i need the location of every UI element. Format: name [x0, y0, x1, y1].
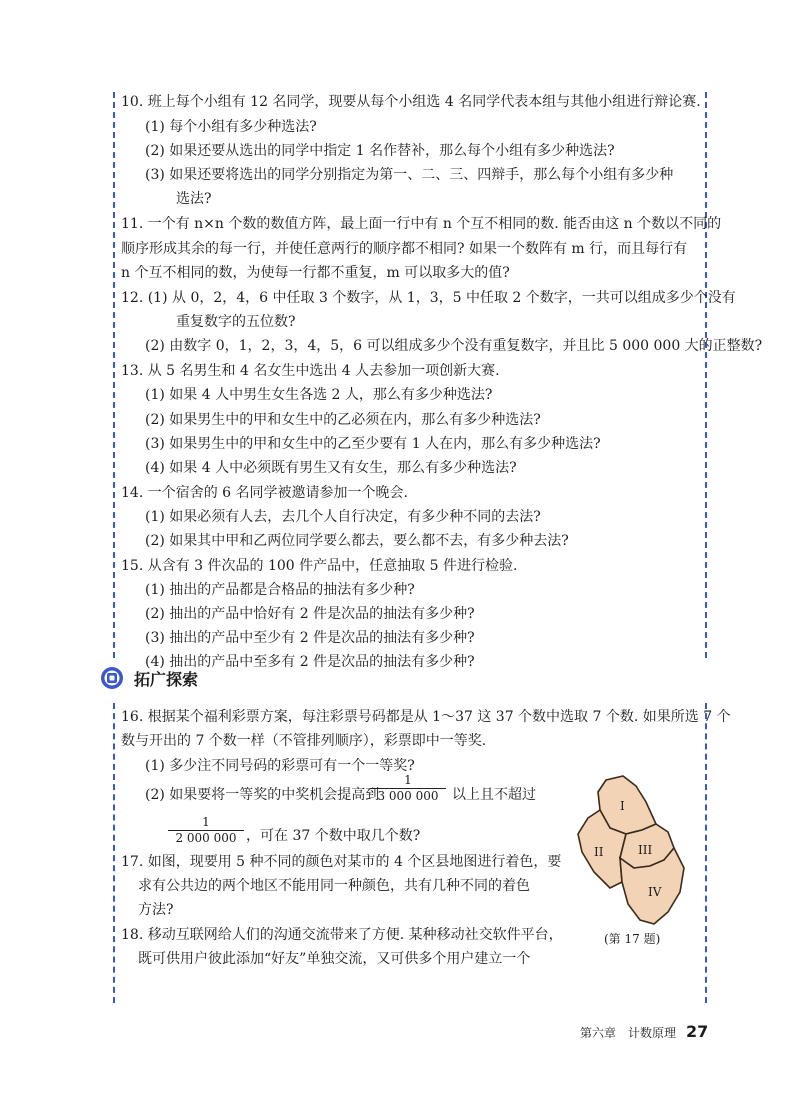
question-13-part-4: (4) 如果 4 人中必须既有男生又有女生，那么有多少种选法?: [145, 460, 517, 476]
question-14-part-1: (1) 如果必须有人去，去几个人自行决定，有多少种不同的去法?: [145, 509, 541, 525]
question-16-line-1: 16. 根据某个福利彩票方案，每注彩票号码都是从 1～37 这 37 个数中选取 7 个数. 如果所选 7 个: [121, 709, 731, 725]
question-10-part-2: (2) 如果还要从选出的同学中指定 1 名作替补，那么每个小组有多少种选法?: [145, 143, 615, 159]
question-12-line-3: (2) 由数字 0，1，2，3，4，5，6 可以组成多少个没有重复数字，并且比 5 000 000 大的正整数?: [145, 338, 763, 354]
question-16-part-1: (1) 多少注不同号码的彩票可有一个一等奖?: [145, 758, 415, 774]
section-header: [100, 664, 198, 692]
question-15-part-1: (1) 抽出的产品都是合格品的抽法有多少种?: [145, 582, 415, 598]
question-13-stem: 13. 从 5 名男生和 4 名女生中选出 4 人去参加一项创新大赛.: [121, 363, 500, 379]
question-11-line-3: n 个互不相同的数，为使每一行都不重复，m 可以取多大的值?: [121, 265, 510, 281]
question-16-part-2-b: 以上且不超过: [452, 787, 536, 803]
question-10-part-3: (3) 如果还要将选出的同学分别指定为第一、二、三、四辩手，那么每个小组有多少种: [145, 167, 674, 183]
question-15-part-2: (2) 抽出的产品中恰好有 2 件是次品的抽法有多少种?: [145, 606, 475, 622]
page-footer: [580, 1022, 708, 1041]
question-16-part-2-c: ，可在 37 个数中取几个数?: [246, 828, 421, 844]
fraction-2-numerator: 1: [202, 815, 210, 829]
district-map-figure: [568, 772, 692, 932]
question-12-line-2: 重复数字的五位数?: [176, 314, 296, 330]
question-14-stem: 14. 一个宿舍的 6 名同学被邀请参加一个晚会.: [121, 485, 408, 501]
footer-chapter-title: 计数原理: [628, 1026, 677, 1040]
question-13-part-2: (2) 如果男生中的甲和女生中的乙必须在内，那么有多少种选法?: [145, 412, 541, 428]
question-12-line-1: 12. (1) 从 0，2，4，6 中任取 3 个数字，从 1，3，5 中任取 2 个数字，一共可以组成多少个没有: [121, 290, 736, 306]
question-14-part-2: (2) 如果其中甲和乙两位同学要么都去，要么都不去，有多少种去法?: [145, 533, 569, 549]
question-15-part-3: (3) 抽出的产品中至少有 2 件是次品的抽法有多少种?: [145, 630, 475, 646]
figure-caption: (第 17 题): [604, 932, 661, 946]
question-11-line-2: 顺序形成其余的每一行，并使任意两行的顺序都不相同? 如果一个数阵有 m 行，而且每行有: [121, 241, 688, 257]
fraction-1-denominator: 3 000 000: [377, 789, 439, 803]
question-16-line-2: 数与开出的 7 个数一样（不管排列顺序），彩票即中一等奖.: [121, 733, 487, 749]
map-label-i: I: [620, 799, 625, 813]
question-15-part-4: (4) 抽出的产品中至多有 2 件是次品的抽法有多少种?: [145, 654, 475, 670]
fraction-1-numerator: 1: [404, 773, 412, 787]
fraction-1: [370, 773, 446, 804]
page-number: 27: [686, 1022, 709, 1041]
right-margin-rule-lower: [705, 703, 707, 1003]
footer-chapter: 第六章: [580, 1026, 617, 1040]
right-margin-rule: [705, 92, 707, 658]
section-badge-icon: [100, 666, 124, 690]
question-10-part-3-cont: 选法?: [176, 191, 212, 207]
question-17-line-1: 17. 如图，现要用 5 种不同的颜色对某市的 4 个区县地图进行着色，要: [121, 854, 562, 870]
question-11-line-1: 11. 一个有 n×n 个数的数值方阵，最上面一行中有 n 个互不相同的数. 能否由这 n 个数以不同的: [121, 216, 722, 232]
question-13-part-1: (1) 如果 4 人中男生女生各选 2 人，那么有多少种选法?: [145, 387, 493, 403]
question-10-part-1: (1) 每个小组有多少种选法?: [145, 119, 317, 135]
left-margin-rule-lower: [113, 703, 115, 1003]
question-15-stem: 15. 从含有 3 件次品的 100 件产品中，任意抽取 5 件进行检验.: [121, 558, 518, 574]
fraction-2: [168, 815, 244, 846]
question-18-line-1: 18. 移动互联网给人们的沟通交流带来了方便. 某种移动社交软件平台，: [121, 927, 563, 943]
question-17-line-3: 方法?: [138, 902, 174, 918]
question-16-part-2-a: (2) 如果要将一等奖的中奖机会提高到: [145, 787, 380, 803]
map-label-ii: II: [594, 845, 604, 859]
question-17-line-2: 求有公共边的两个地区不能用同一种颜色，共有几种不同的着色: [138, 878, 530, 894]
fraction-2-denominator: 2 000 000: [175, 831, 237, 845]
section-title: 拓广探索: [134, 669, 199, 689]
question-10-stem: 10. 班上每个小组有 12 名同学，现要从每个小组选 4 名同学代表本组与其他小组进行辩论赛.: [121, 94, 701, 110]
map-label-iii: III: [638, 843, 653, 857]
question-18-line-2: 既可供用户彼此添加“好友”单独交流，又可供多个用户建立一个: [138, 951, 531, 967]
left-margin-rule: [113, 92, 115, 658]
question-13-part-3: (3) 如果男生中的甲和女生中的乙至少要有 1 人在内，那么有多少种选法?: [145, 436, 601, 452]
map-label-iv: IV: [648, 885, 662, 899]
